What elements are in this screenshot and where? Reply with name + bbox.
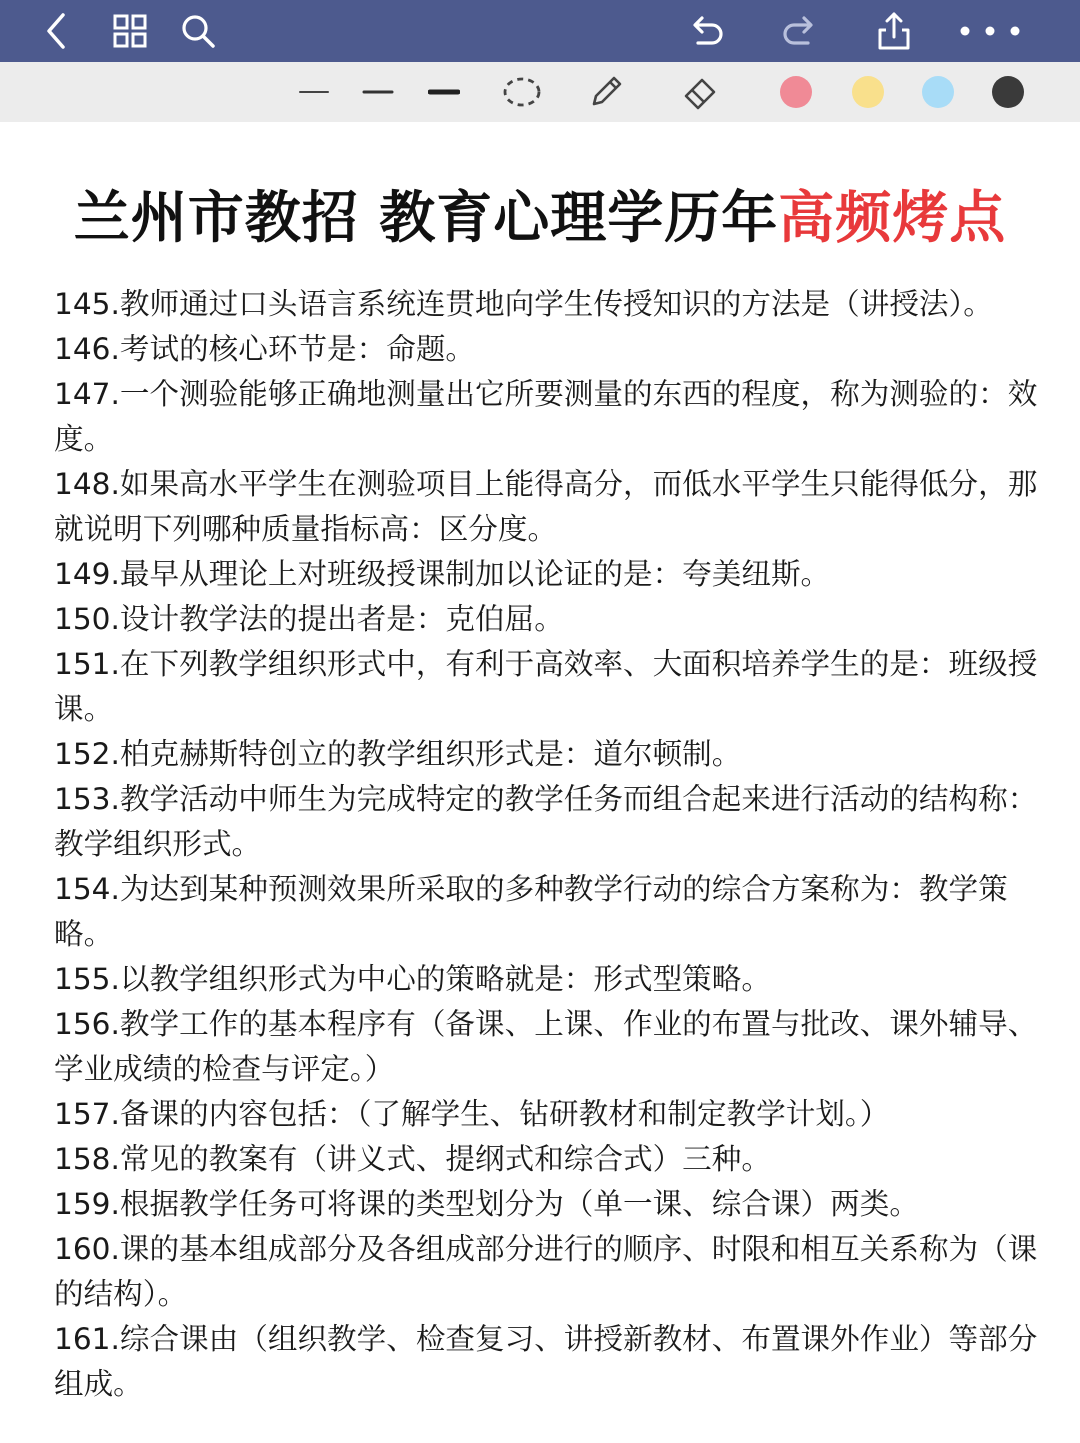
- back-icon[interactable]: [32, 7, 80, 55]
- list-item: 147.一个测验能够正确地测量出它所要测量的东西的程度，称为测验的：效度。: [54, 377, 1038, 456]
- list-item: 156.教学工作的基本程序有（备课、上课、作业的布置与批改、课外辅导、学业成绩的检查与评定。）: [54, 1007, 1038, 1086]
- list-item: 155.以教学组织形式为中心的策略就是：形式型策略。: [54, 962, 771, 996]
- color-swatch-black[interactable]: [990, 68, 1026, 116]
- document-page: [0, 122, 1080, 1443]
- color-swatch-blue[interactable]: [920, 68, 956, 116]
- color-swatch-yellow[interactable]: [850, 68, 886, 116]
- share-icon[interactable]: [870, 7, 918, 55]
- thick-line-icon[interactable]: [426, 68, 462, 116]
- list-item: 152.柏克赫斯特创立的教学组织形式是：道尔顿制。: [54, 737, 742, 771]
- list-item: 150.设计教学法的提出者是：克伯屈。: [54, 602, 564, 636]
- list-item: 145.教师通过口头语言系统连贯地向学生传授知识的方法是（讲授法）。: [54, 287, 993, 321]
- search-icon[interactable]: [174, 7, 222, 55]
- list-item: 154.为达到某种预测效果所采取的多种教学行动的综合方案称为：教学策略。: [54, 872, 1008, 951]
- page-title-main: 兰州市教招 教育心理学历年: [73, 186, 779, 251]
- page-title: [0, 184, 1080, 254]
- list-item: 157.备课的内容包括：（了解学生、钻研教材和制定教学计划。）: [54, 1097, 890, 1131]
- grid-icon[interactable]: [106, 7, 154, 55]
- drawing-toolbar: [0, 62, 1080, 122]
- eraser-icon[interactable]: [678, 68, 722, 116]
- list-item: 160.课的基本组成部分及各组成部分进行的顺序、时限和相互关系称为（课的结构）。: [54, 1232, 1038, 1311]
- list-item: 158.常见的教案有（讲义式、提纲式和综合式）三种。: [54, 1142, 771, 1176]
- list-item: 161.综合课由（组织教学、检查复习、讲授新教材、布置课外作业）等部分组成。: [54, 1322, 1038, 1401]
- medium-line-icon[interactable]: [360, 68, 396, 116]
- list-item: 153.教学活动中师生为完成特定的教学任务而组合起来进行活动的结构称：教学组织形式。: [54, 782, 1038, 861]
- page-title-highlight: 高频烤点: [778, 186, 1007, 251]
- top-nav-bar: [0, 0, 1080, 62]
- color-swatch-pink[interactable]: [778, 68, 814, 116]
- list-item: 151.在下列教学组织形式中，有利于高效率、大面积培养学生的是：班级授课。: [54, 647, 1038, 726]
- list-item: 146.考试的核心环节是：命题。: [54, 332, 476, 366]
- list-item: 149.最早从理论上对班级授课制加以论证的是：夸美纽斯。: [54, 557, 831, 591]
- undo-icon[interactable]: [682, 7, 730, 55]
- more-icon[interactable]: [950, 7, 1030, 55]
- question-list: [54, 282, 1039, 1407]
- list-item: 159.根据教学任务可将课的类型划分为（单一课、综合课）两类。: [54, 1187, 919, 1221]
- list-item: 148.如果高水平学生在测验项目上能得高分，而低水平学生只能得低分，那就说明下列哪种质量指标高：区分度。: [54, 467, 1038, 546]
- pen-icon[interactable]: [584, 68, 628, 116]
- thin-line-icon[interactable]: [296, 68, 332, 116]
- lasso-icon[interactable]: [500, 68, 544, 116]
- redo-icon[interactable]: [776, 7, 824, 55]
